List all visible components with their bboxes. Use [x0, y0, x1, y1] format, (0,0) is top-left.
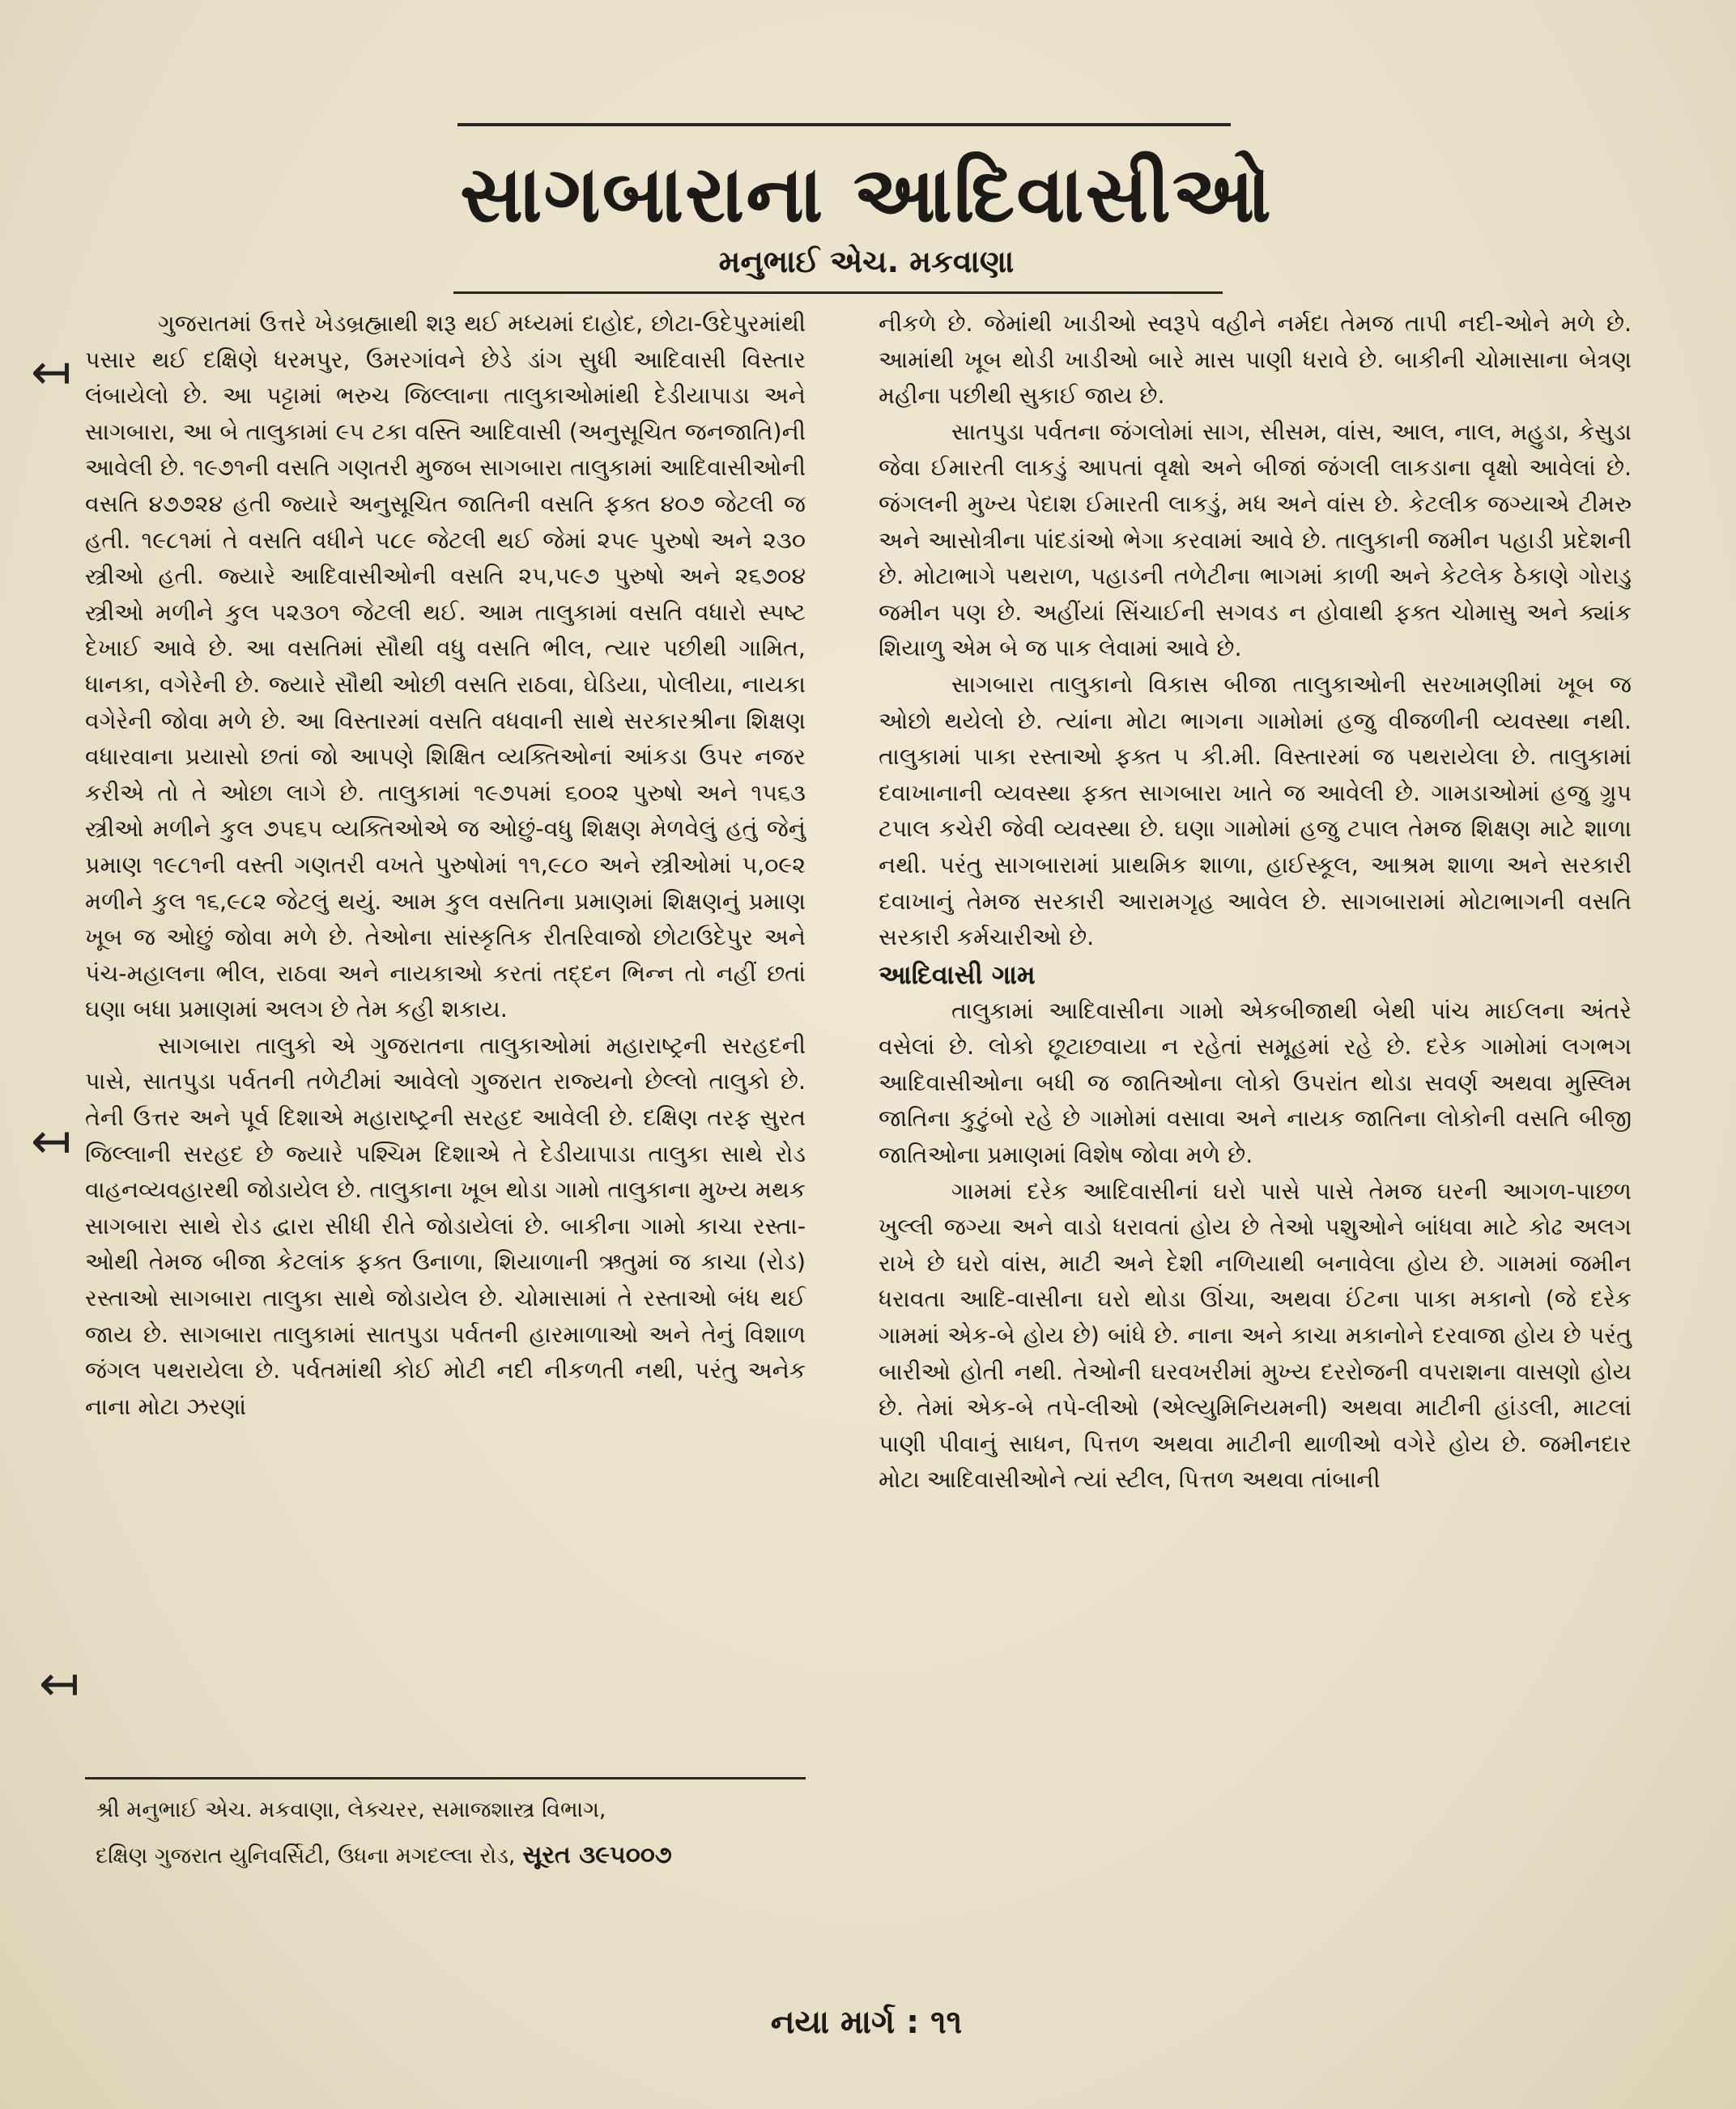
left-column: [85, 306, 806, 1425]
right-column: [879, 306, 1632, 1499]
right-paragraph-5: ગામમાં દરેક આદિવાસીનાં ઘરો પાસે પાસે તેમજ ઘરની આગળ-પાછળ ખુલ્લી જગ્યા અને વાડો ધરાવતાં હોય છે તેઓ પશુઓને બાંધવા માટે કોઢ અલગ રાખે છે ઘરો વાંસ, માટી અને દેશી નળિયાથી બનાવેલા હોય છે. ગામમાં જમીન ધરાવતા આદિ-વાસીના ઘરો થોડા ઊંચા, અથવા ઈંટના પાકા મકાનો (જે દરેક ગામમાં એક-બે હોય છે) બાંધે છે. નાના અને કાચા મકાનોને દરવાજા હોય છે પરંતુ બારીઓ હોતી નથી. તેઓની ઘરવખરીમાં મુખ્ય દરરોજની વપરાશના વાસણો હોય છે. તેમાં એક-બે તપે-લીઓ (એલ્યુમિનિયમની) અથવા માટીની હાંડલી, માટલાં પાણી પીવાનું સાધન, પિત્તળ અથવા માટીની થાળીઓ વગેરે હોય છે. જમીનદાર મોટા આદિવાસીઓને ત્યાં સ્ટીલ, પિત્તળ અથવા તાંબાની: [879, 1177, 1632, 1494]
section-heading: આદિવાસી ગામ: [879, 959, 1036, 990]
right-paragraph-3: સાગબારા તાલુકાનો વિકાસ બીજા તાલુકાઓની સરખામણીમાં ખૂબ જ ઓછો થયેલો છે. ત્યાંના મોટા ભાગના ગામોમાં હજુ વીજળીની વ્યવસ્થા નથી. તાલુકામાં પાકા રસ્તાઓ ફક્ત ૫ કી.મી. વિસ્તારમાં જ પથરાયેલા છે. તાલુકામાં દવાખાનાની વ્યવસ્થા ફક્ત સાગબારા ખાતે જ આવેલી છે. ગામડાઓમાં હજુ ગ્રુપ ટપાલ કચેરી જેવી વ્યવસ્થા છે. ઘણા ગામોમાં હજુ ટપાલ તેમજ શિક્ષણ માટે શાળા નથી. પરંતુ સાગબારામાં પ્રાથમિક શાળા, હાઈસ્કૂલ, આશ્રમ શાળા અને સરકારી દવાખાનું તેમજ સરકારી આરામગૃહ આવેલ છે. સાગબારામાં મોટાભાગની વસતિ સરકારી કર્મચારીઓ છે.: [879, 670, 1632, 951]
right-paragraph-1: નીકળે છે. જેમાંથી ખાડીઓ સ્વરૂપે વહીને નર્મદા તેમજ તાપી નદી-ઓને મળે છે. આમાંથી ખૂબ થોડી ખાડીઓ બારે માસ પાણી ધરાવે છે. બાકીની ચોમાસાના બેત્રણ મહીના પછીથી સુકાઈ જાય છે.: [879, 310, 1632, 410]
footnote-address: દક્ષિણ ગુજરાત યુનિવર્સિટી, ઉધના મગદલ્લા રોડ,: [96, 1843, 516, 1869]
article-title: સાગબારાના આદિવાસીઓ: [460, 149, 1273, 240]
title-top-rule: [457, 123, 1231, 126]
author-footnote: [96, 1788, 808, 1879]
margin-mark-arrow-icon: ↤: [39, 1656, 80, 1712]
margin-mark-arrow-icon: ↤: [31, 1113, 72, 1170]
article-author: મનુભાઈ એચ. મકવાણા: [718, 244, 1015, 279]
left-paragraph-2: સાગબારા તાલુકો એ ગુજરાતના તાલુકાઓમાં મહારાષ્ટ્રની સરહદની પાસે, સાતપુડા પર્વતની તળેટીમાં આવેલો ગુજરાત રાજ્યનો છેલ્લો તાલુકો છે. તેની ઉત્તર અને પૂર્વ દિશાએ મહારાષ્ટ્રની સરહદ આવેલી છે. દક્ષિણ તરફ સુરત જિલ્લાની સરહદ છે જ્યારે પશ્ચિમ દિશાએ તે દેડીયાપાડા તાલુકા સાથે રોડ વાહનવ્યવહારથી જોડાયેલ છે. તાલુકાના ખૂબ થોડા ગામો તાલુકાના મુખ્ય મથક સાગબારા સાથે રોડ દ્વારા સીધી રીતે જોડાયેલાં છે. બાકીના ગામો કાચા રસ્તા-ઓથી તેમજ બીજા કેટલાંક ફક્ત ઉનાળા, શિયાળાની ઋતુમાં જ કાચા (રોડ) રસ્તાઓ સાગબારા તાલુકા સાથે જોડાયેલ છે. ચોમાસામાં તે રસ્તાઓ બંધ થઈ જાય છે. સાગબારા તાલુકામાં સાતપુડા પર્વતની હારમાળાઓ અને તેનું વિશાળ જંગલ પથરાયેલા છે. પર્વતમાંથી કોઈ મોટી નદી નીકળતી નથી, પરંતુ અનેક નાના મોટા ઝરણાં: [85, 1031, 806, 1420]
footnote-line-2: [96, 1833, 808, 1879]
author-rule: [453, 291, 1223, 294]
page-footer: નયા માર્ગ : ૧૧: [770, 2004, 963, 2041]
footnote-line-1: શ્રી મનુભાઈ એચ. મકવાણા, લેક્ચરર, સમાજશાસ્ત્ર વિભાગ,: [96, 1797, 606, 1822]
footnote-rule: [85, 1777, 806, 1779]
right-paragraph-2: સાતપુડા પર્વતના જંગલોમાં સાગ, સીસમ, વાંસ, આલ, નાલ, મહુડા, કેસુડા જેવા ઈમારતી લાકડું આપતાં વૃક્ષો અને બીજાં જંગલી લાકડાના વૃક્ષો આવેલાં છે. જંગલની મુખ્ય પેદાશ ઈમારતી લાકડું, મધ અને વાંસ છે. કેટલીક જગ્યાએ ટીમરુ અને આસોત્રીના પાંદડાંઓ ભેગા કરવામાં આવે છે. તાલુકાની જમીન પહાડી પ્રદેશની છે. મોટાભાગે પથરાળ, પહાડની તળેટીના ભાગમાં કાળી અને કેટલેક ઠેકાણે ગોરાડુ જમીન પણ છે. અહીંયાં સિંચાઈની સગવડ ન હોવાથી ફક્ત ચોમાસુ અને ક્યાંક શિયાળુ એમ બે જ પાક લેવામાં આવે છે.: [879, 418, 1632, 662]
left-paragraph-1: ગુજરાતમાં ઉત્તરે ખેડબ્રહ્માથી શરૂ થઈ મધ્યમાં દાહોદ, છોટા-ઉદેપુરમાંથી પસાર થઈ દક્ષિણે ધરમપુર, ઉમરગાંવને છેડે ડાંગ સુધી આદિવાસી વિસ્તાર લંબાયેલો છે. આ પટ્ટામાં ભરુચ જિલ્લાના તાલુકાઓમાંથી દેડીયાપાડા અને સાગબારા, આ બે તાલુકામાં ૯૫ ટકા વસ્તિ આદિવાસી (અનુસૂચિત જનજાતિ)ની આવેલી છે. ૧૯૭૧ની વસતિ ગણતરી મુજબ સાગબારા તાલુકામાં આદિવાસીઓની વસતિ ૪૭૭૨૪ હતી જ્યારે અનુસૂચિત જાતિની વસતિ ફક્ત ૪૦૭ જેટલી જ હતી. ૧૯૮૧માં તે વસતિ વધીને ૫૮૯ જેટલી થઈ જેમાં ૨૫૯ પુરુષો અને ૨૩૦ સ્ત્રીઓ હતી. જ્યારે આદિવાસીઓની વસતિ ૨૫,૫૯૭ પુરુષો અને ૨૬૭૦૪ સ્ત્રીઓ મળીને કુલ ૫૨૩૦૧ જેટલી થઈ. આમ તાલુકામાં વસતિ વધારો સ્પષ્ટ દેખાઈ આવે છે. આ વસતિમાં સૌથી વધુ વસતિ ભીલ, ત્યાર પછીથી ગામિત, ધાનકા, વગેરેની છે. જ્યારે સૌથી ઓછી વસતિ રાઠવા, ઘેડિયા, પોલીયા, નાયકા વગેરેની જોવા મળે છે. આ વિસ્તારમાં વસતિ વધવાની સાથે સરકારશ્રીના શિક્ષણ વધારવાના પ્રયાસો છતાં જો આપણે શિક્ષિત વ્યક્તિઓનાં આંકડા ઉપર નજર કરીએ તો તે ઓછા લાગે છે. તાલુકામાં ૧૯૭૫માં ૬૦૦૨ પુરુષો અને ૧૫૬૩ સ્ત્રીઓ મળીને કુલ ૭૫૬૫ વ્યક્તિઓએ જ ઓછું-વધુ શિક્ષણ મેળવેલું હતું જેનું પ્રમાણ ૧૯૮૧ની વસ્તી ગણતરી વખતે પુરુષોમાં ૧૧,૯૮૦ અને સ્ત્રીઓમાં ૫,૦૯૨ મળીને કુલ ૧૬,૯૮૨ જેટલું થયું. આમ કુલ વસતિના પ્રમાણમાં શિક્ષણનું પ્રમાણ ખૂબ જ ઓછું જોવા મળે છે. તેઓના સાંસ્કૃતિક રીતરિવાજો છોટાઉદેપુર અને પંચ-મહાલના ભીલ, રાઠવા અને નાયકાઓ કરતાં તદ્દન ભિન્ન તો નહીં છતાં ઘણા બધા પ્રમાણમાં અલગ છે તેમ કહી શકાય.: [85, 310, 806, 1023]
footnote-city: સૂરત ૩૯૫૦૦૭: [522, 1841, 672, 1869]
margin-mark-arrow-icon: ↤: [31, 344, 72, 401]
right-paragraph-4: તાલુકામાં આદિવાસીના ગામો એકબીજાથી બેથી પાંચ માઈલના અંતરે વસેલાં છે. લોકો છૂટાછવાયા ન રહેતાં સમૂહમાં રહે છે. દરેક ગામોમાં લગભગ આદિવાસીઓના બધી જ જાતિઓના લોકો ઉપરાંત થોડા સવર્ણ અથવા મુસ્લિમ જાતિના કુટુંબો રહે છે ગામોમાં વસાવા અને નાયક જાતિના લોકોની વસતિ બીજી જાતિઓના પ્રમાણમાં વિશેષ જોવા મળે છે.: [879, 997, 1632, 1169]
